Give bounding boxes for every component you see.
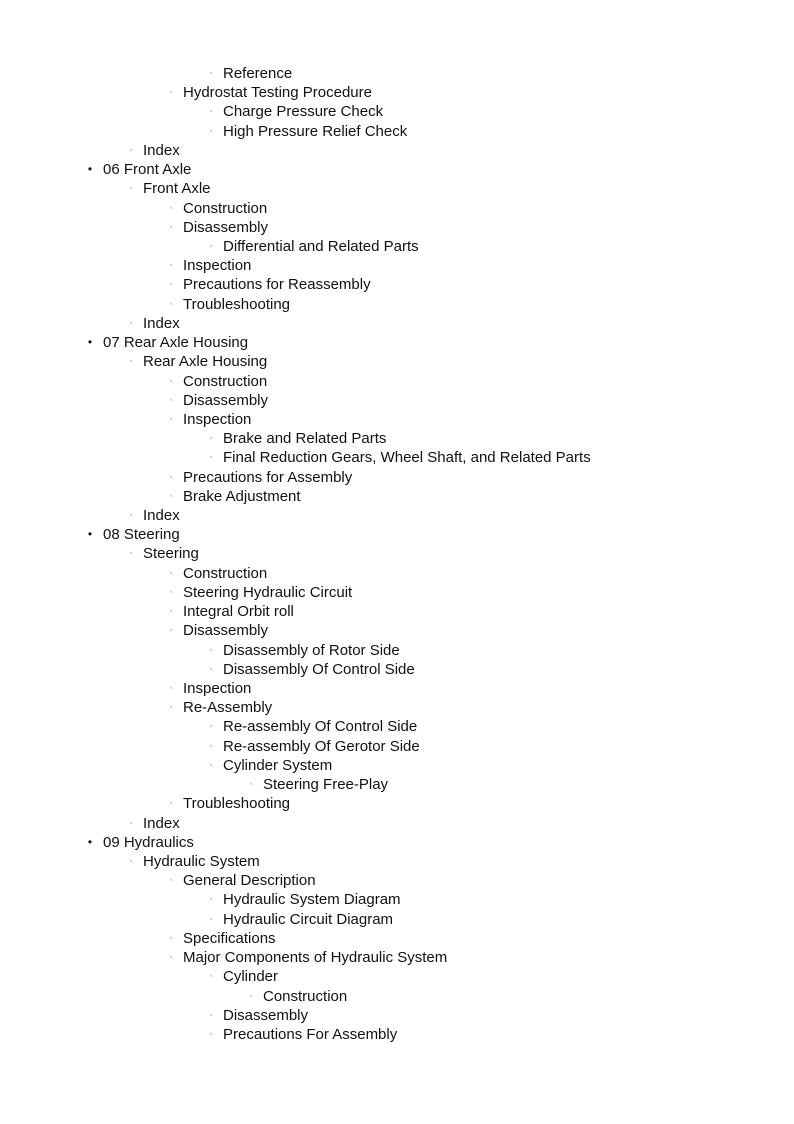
- toc-entry-label: Construction: [183, 564, 268, 582]
- bullet-circle-icon: ◦: [209, 1011, 213, 1019]
- toc-entry-label: Front Axle: [143, 180, 211, 198]
- bullet-circle-icon: ◦: [209, 742, 213, 750]
- toc-entry-level-2: [0, 179, 794, 198]
- bullet-circle-icon: ◦: [209, 454, 213, 462]
- toc-entry-level-2: [0, 852, 794, 871]
- toc-entry-label: Troubleshooting: [183, 295, 291, 313]
- toc-entry-label: 09 Hydraulics: [103, 833, 194, 851]
- bullet-circle-icon: ◦: [169, 492, 173, 500]
- toc-entry-level-3: [0, 929, 794, 948]
- toc-entry-level-4: [0, 717, 794, 736]
- toc-entry-label: Troubleshooting: [183, 795, 291, 813]
- bullet-circle-icon: ◦: [209, 108, 213, 116]
- toc-entry-level-3: [0, 679, 794, 698]
- bullet-circle-icon: ◦: [169, 608, 173, 616]
- toc-entry-level-3: [0, 295, 794, 314]
- toc-entry-label: Brake Adjustment: [183, 487, 301, 505]
- bullet-circle-icon: ◦: [129, 185, 133, 193]
- bullet-circle-icon: ◦: [129, 857, 133, 865]
- toc-entry-label: Steering Hydraulic Circuit: [183, 583, 353, 601]
- toc-entry-label: Major Components of Hydraulic System: [183, 949, 448, 967]
- toc-entry-level-2: [0, 352, 794, 371]
- toc-entry-label: Index: [143, 314, 180, 332]
- bullet-circle-icon: ◦: [169, 204, 173, 212]
- toc-entry-label: Integral Orbit roll: [183, 603, 294, 621]
- toc-entry-level-3: [0, 698, 794, 717]
- toc-entry-level-4: [0, 660, 794, 679]
- toc-entry-label: 06 Front Axle: [103, 161, 192, 179]
- toc-entry-level-3: [0, 602, 794, 621]
- toc-entry-level-1: [0, 160, 794, 179]
- toc-entry-label: Index: [143, 141, 180, 159]
- bullet-circle-icon: ◦: [129, 358, 133, 366]
- toc-entry-level-3: [0, 564, 794, 583]
- bullet-circle-icon: ◦: [209, 646, 213, 654]
- toc-entry-level-3: [0, 256, 794, 275]
- toc-entry-label: Index: [143, 507, 180, 525]
- toc-entry-level-4: [0, 122, 794, 141]
- toc-entry-level-3: [0, 948, 794, 967]
- toc-entry-level-3: [0, 794, 794, 813]
- toc-entry-label: Disassembly: [183, 391, 269, 409]
- bullet-circle-icon: ◦: [169, 262, 173, 270]
- bullet-circle-icon: ◦: [169, 569, 173, 577]
- toc-entry-label: High Pressure Relief Check: [223, 122, 408, 140]
- bullet-circle-icon: ◦: [249, 992, 253, 1000]
- toc-entry-label: 08 Steering: [103, 526, 180, 544]
- toc-entry-label: Construction: [263, 987, 348, 1005]
- toc-entry-level-2: [0, 506, 794, 525]
- toc-entry-level-3: [0, 218, 794, 237]
- toc-entry-label: Disassembly: [223, 1006, 309, 1024]
- bullet-circle-icon: ◦: [209, 915, 213, 923]
- bullet-circle-icon: ◦: [129, 146, 133, 154]
- toc-entry-level-2: [0, 314, 794, 333]
- toc-entry-level-4: [0, 1006, 794, 1025]
- toc-entry-label: Brake and Related Parts: [223, 430, 387, 448]
- toc-entry-level-4: [0, 910, 794, 929]
- toc-entry-label: General Description: [183, 872, 316, 890]
- bullet-disc-icon: •: [87, 834, 93, 849]
- bullet-circle-icon: ◦: [209, 1030, 213, 1038]
- bullet-circle-icon: ◦: [169, 415, 173, 423]
- toc-entry-level-3: [0, 372, 794, 391]
- toc-entry-label: Index: [143, 814, 180, 832]
- toc-entry-label: Construction: [183, 199, 268, 217]
- toc-entry-label: Cylinder: [223, 968, 279, 986]
- bullet-circle-icon: ◦: [209, 665, 213, 673]
- bullet-circle-icon: ◦: [169, 396, 173, 404]
- bullet-circle-icon: ◦: [209, 761, 213, 769]
- bullet-circle-icon: ◦: [209, 896, 213, 904]
- toc-entry-label: Re-Assembly: [183, 699, 273, 717]
- toc-entry-label: Hydraulic System Diagram: [223, 891, 401, 909]
- toc-entry-level-2: [0, 141, 794, 160]
- toc-entry-level-4: [0, 1025, 794, 1044]
- bullet-circle-icon: ◦: [209, 973, 213, 981]
- bullet-circle-icon: ◦: [209, 70, 213, 77]
- toc-entry-label: Precautions For Assembly: [223, 1025, 398, 1043]
- bullet-circle-icon: ◦: [129, 550, 133, 558]
- toc-entry-level-3: [0, 275, 794, 294]
- bullet-disc-icon: •: [87, 527, 93, 542]
- toc-entry-level-4: [0, 102, 794, 121]
- toc-entry-level-2: [0, 814, 794, 833]
- toc-entry-label: Inspection: [183, 257, 252, 275]
- toc-entry-label: 07 Rear Axle Housing: [103, 334, 249, 352]
- toc-entry-level-5: [0, 987, 794, 1006]
- toc-entry-label: Inspection: [183, 410, 252, 428]
- toc-entry-label: Differential and Related Parts: [223, 237, 419, 255]
- bullet-circle-icon: ◦: [209, 242, 213, 250]
- bullet-circle-icon: ◦: [169, 954, 173, 962]
- toc-entry-label: Charge Pressure Check: [223, 103, 384, 121]
- toc-entry-level-1: [0, 333, 794, 352]
- toc-entry-level-3: [0, 410, 794, 429]
- bullet-circle-icon: ◦: [169, 800, 173, 808]
- toc-entry-label: Disassembly of Rotor Side: [223, 641, 400, 659]
- toc-entry-level-3: [0, 468, 794, 487]
- toc-entry-label: Disassembly: [183, 622, 269, 640]
- toc-entry-label: Steering: [143, 545, 199, 563]
- toc-entry-level-3: [0, 583, 794, 602]
- toc-entry-label: Precautions for Reassembly: [183, 276, 371, 294]
- toc-entry-label: Cylinder System: [223, 756, 333, 774]
- bullet-circle-icon: ◦: [209, 723, 213, 731]
- toc-entry-level-4: [0, 641, 794, 660]
- toc-entry-level-5: [0, 775, 794, 794]
- bullet-circle-icon: ◦: [169, 377, 173, 385]
- toc-entry-label: Inspection: [183, 680, 252, 697]
- bullet-circle-icon: ◦: [169, 588, 173, 596]
- toc-entry-level-3: [0, 391, 794, 410]
- toc-entry-label: Reference: [223, 65, 293, 82]
- bullet-circle-icon: ◦: [129, 319, 133, 327]
- toc-entry-level-3: [0, 871, 794, 890]
- bullet-circle-icon: ◦: [169, 704, 173, 712]
- bullet-circle-icon: ◦: [169, 89, 173, 97]
- bullet-circle-icon: ◦: [129, 512, 133, 520]
- bullet-circle-icon: ◦: [249, 781, 253, 789]
- toc-entry-label: Disassembly Of Control Side: [223, 660, 415, 678]
- toc-entry-label: Disassembly: [183, 218, 269, 236]
- bullet-disc-icon: •: [87, 162, 93, 177]
- bullet-circle-icon: ◦: [169, 300, 173, 308]
- toc-entry-label: Construction: [183, 372, 268, 390]
- bullet-circle-icon: ◦: [169, 223, 173, 231]
- toc-entry-level-4: [0, 890, 794, 909]
- bullet-circle-icon: ◦: [209, 127, 213, 135]
- bullet-circle-icon: ◦: [169, 877, 173, 885]
- toc-entry-label: Final Reduction Gears, Wheel Shaft, and Related Parts: [223, 449, 591, 467]
- toc-entry-level-1: [0, 525, 794, 544]
- toc-entry-level-3: [0, 199, 794, 218]
- toc-entry-label: Steering Free-Play: [263, 776, 389, 794]
- bullet-circle-icon: ◦: [209, 435, 213, 443]
- toc-entry-level-3: [0, 83, 794, 102]
- toc-entry-level-4: [0, 64, 794, 83]
- toc-entry-label: Precautions for Assembly: [183, 468, 353, 486]
- toc-entry-level-2: [0, 544, 794, 563]
- toc-entry-level-4: [0, 448, 794, 467]
- toc-entry-label: Hydraulic Circuit Diagram: [223, 910, 394, 928]
- toc-entry-level-4: [0, 737, 794, 756]
- bullet-circle-icon: ◦: [169, 473, 173, 481]
- toc-entry-label: Rear Axle Housing: [143, 353, 268, 371]
- toc-entry-label: Re-assembly Of Control Side: [223, 718, 418, 736]
- bullet-circle-icon: ◦: [169, 934, 173, 942]
- toc-entry-level-3: [0, 621, 794, 640]
- toc-entry-level-4: [0, 756, 794, 775]
- toc-entry-level-4: [0, 429, 794, 448]
- table-of-contents: [0, 64, 794, 1044]
- toc-entry-level-4: [0, 237, 794, 256]
- toc-entry-level-4: [0, 967, 794, 986]
- toc-entry-level-3: [0, 487, 794, 506]
- toc-entry-label: Re-assembly Of Gerotor Side: [223, 737, 420, 755]
- toc-entry-level-1: [0, 833, 794, 852]
- toc-entry-label: Specifications: [183, 929, 276, 947]
- toc-entry-label: Hydraulic System: [143, 852, 260, 870]
- bullet-circle-icon: ◦: [169, 281, 173, 289]
- bullet-circle-icon: ◦: [169, 627, 173, 635]
- bullet-disc-icon: •: [87, 335, 93, 350]
- bullet-circle-icon: ◦: [129, 819, 133, 827]
- toc-entry-label: Hydrostat Testing Procedure: [183, 84, 372, 102]
- bullet-circle-icon: ◦: [169, 685, 173, 692]
